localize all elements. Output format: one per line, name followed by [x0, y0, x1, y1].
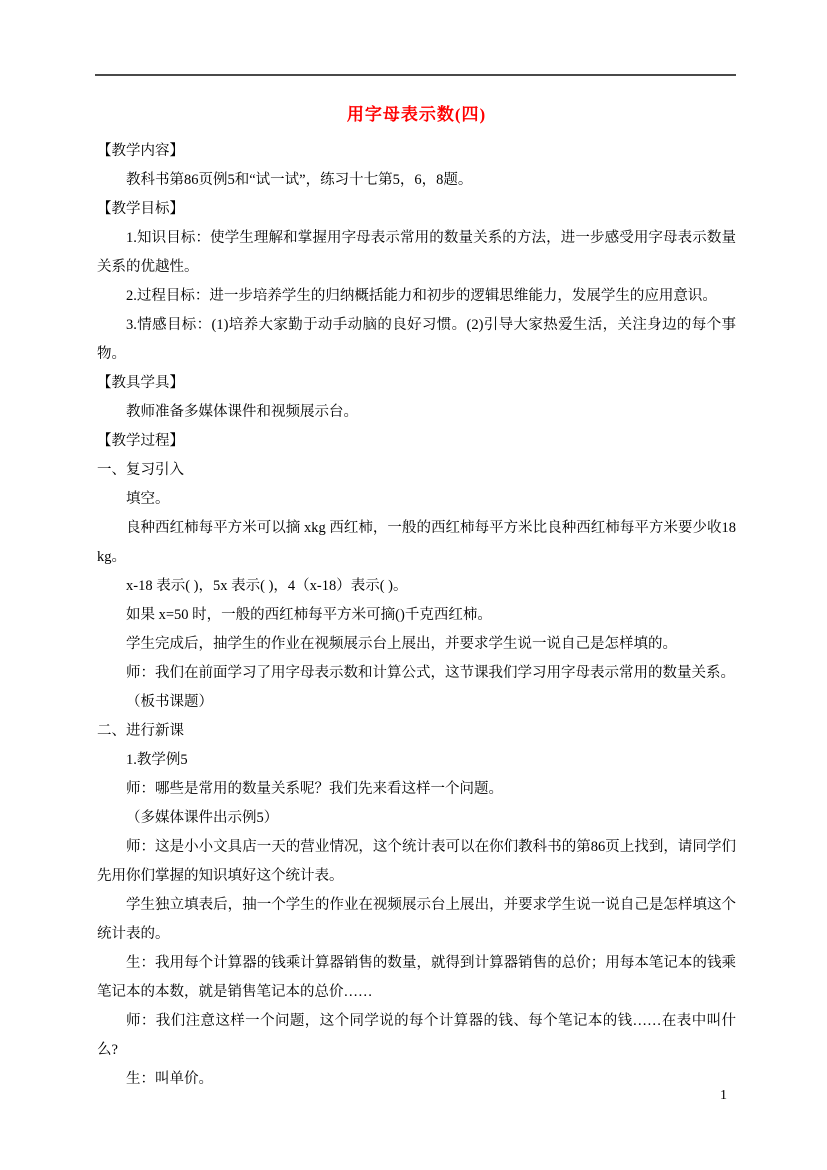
paragraph: 生：叫单价。 — [126, 1071, 213, 1087]
paragraph: 如果 x=50 时，一般的西红柿每平方米可摘()千克西红柿。 — [126, 607, 492, 623]
paragraph: 师：哪些是常用的数量关系呢？我们先来看这样一个问题。 — [126, 781, 503, 797]
paragraph: 【教具学具】 — [97, 375, 184, 391]
page-number: 1 — [720, 1088, 727, 1103]
paragraph: 生：我用每个计算器的钱乘计算器销售的数量，就得到计算器销售的总价；用每本笔记本的钱乘笔记本的本数，就是销售笔记本的总价…… — [97, 955, 736, 1000]
paragraph: 教师准备多媒体课件和视频展示台。 — [126, 404, 358, 420]
paragraph: 师：这是小小文具店一天的营业情况，这个统计表可以在你们教科书的第86页上找到，请同学们先用你们掌握的知识填好这个统计表。 — [97, 839, 736, 884]
paragraph-list — [97, 137, 736, 1094]
paragraph: 师：我们注意这样一个问题，这个同学说的每个计算器的钱、每个笔记本的钱……在表中叫什么? — [97, 1013, 736, 1058]
paragraph: 【教学内容】 — [97, 143, 184, 159]
paragraph: 学生独立填表后，抽一个学生的作业在视频展示台上展出，并要求学生说一说自己是怎样填这个统计表的。 — [97, 897, 736, 942]
paragraph: 【教学目标】 — [97, 201, 184, 217]
header-divider — [95, 74, 736, 76]
paragraph: 2.过程目标：进一步培养学生的归纳概括能力和初步的逻辑思维能力，发展学生的应用意识。 — [126, 288, 717, 304]
paragraph: 师：我们在前面学习了用字母表示数和计算公式，这节课我们学习用字母表示常用的数量关系。 — [126, 665, 735, 681]
document-body — [97, 94, 736, 1094]
paragraph: 填空。 — [126, 491, 170, 507]
paragraph: 一、复习引入 — [97, 462, 184, 478]
paragraph: （板书课题） — [126, 694, 213, 710]
paragraph: 良种西红柿每平方米可以摘 xkg 西红柿，一般的西红柿每平方米比良种西红柿每平方米要少收18kg。 — [97, 520, 736, 565]
paragraph: 二、进行新课 — [97, 723, 184, 739]
paragraph: 教科书第86页例5和“试一试”，练习十七第5，6，8题。 — [126, 172, 473, 188]
paragraph: 1.教学例5 — [126, 752, 188, 768]
paragraph: 学生完成后，抽学生的作业在视频展示台上展出，并要求学生说一说自己是怎样填的。 — [126, 636, 677, 652]
paragraph: 1.知识目标：使学生理解和掌握用字母表示常用的数量关系的方法，进一步感受用字母表示数量关系的优越性。 — [97, 230, 736, 275]
paragraph: （多媒体课件出示例5） — [126, 810, 279, 826]
paragraph: 3.情感目标：(1)培养大家勤于动手动脑的良好习惯。(2)引导大家热爱生活，关注身边的每个事物。 — [97, 317, 736, 362]
document-title: 用字母表示数(四) — [346, 105, 487, 124]
paragraph: 【教学过程】 — [97, 433, 184, 449]
paragraph: x-18 表示( )，5x 表示( )，4（x-18）表示( )。 — [126, 578, 408, 594]
